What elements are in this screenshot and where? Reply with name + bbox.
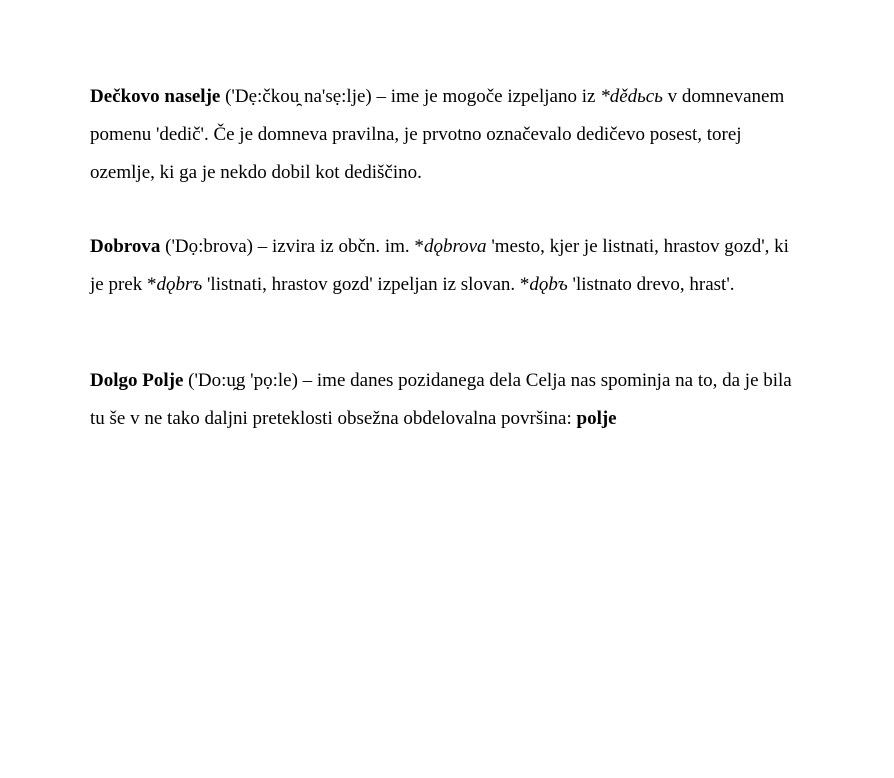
entry-line: ozemlje, ki ga je nekdo dobil kot dediščino. <box>90 162 422 183</box>
entry-line: pomenu 'dedič'. Če je domneva pravilna, je prvotno označevalo dedičevo posest, torej <box>90 124 742 145</box>
entry-text: ('Do:u̯g 'pọ:le) – ime danes pozidanega dela Celja nas spominja na to, da je bila <box>183 370 792 391</box>
entry-text: je prek * <box>90 274 157 295</box>
headword: Dobrova <box>90 236 161 257</box>
entry-line <box>90 228 870 266</box>
entry-line <box>90 400 870 438</box>
etymon: *dědьсь <box>600 86 663 107</box>
headword: Dečkovo naselje <box>90 86 221 107</box>
headword: Dolgo Polje <box>90 370 184 391</box>
entry-dobrova <box>90 228 870 304</box>
emphasis-word: polje <box>576 408 617 429</box>
etymon: dǫbъ <box>529 274 568 295</box>
entry-deckovo-naselje <box>90 78 870 192</box>
entry-text: tu še v ne tako daljni preteklosti obsežna obdelovalna površina: <box>90 408 577 429</box>
entry-text: ('Dọ:brova) – izvira iz občn. im. * <box>160 236 424 257</box>
entry-text: 'listnato drevo, hrast'. <box>567 274 735 295</box>
entry-text: 'listnati, hrastov gozd' izpeljan iz slovan. * <box>202 274 530 295</box>
entry-dolgo-polje <box>90 362 870 438</box>
etymon: dǫbrъ <box>156 274 203 295</box>
etymon: dǫbrova <box>423 236 487 257</box>
entry-text: v domnevanem <box>662 86 785 107</box>
entry-text: ('Dẹ:čkou̯ na'sẹ:lje) – ime je mogoče izpeljano iz <box>220 86 601 107</box>
entry-line <box>90 266 870 304</box>
entry-text: 'mesto, kjer je listnati, hrastov gozd', ki <box>486 236 789 257</box>
entry-line <box>90 78 870 116</box>
entry-line <box>90 362 870 400</box>
